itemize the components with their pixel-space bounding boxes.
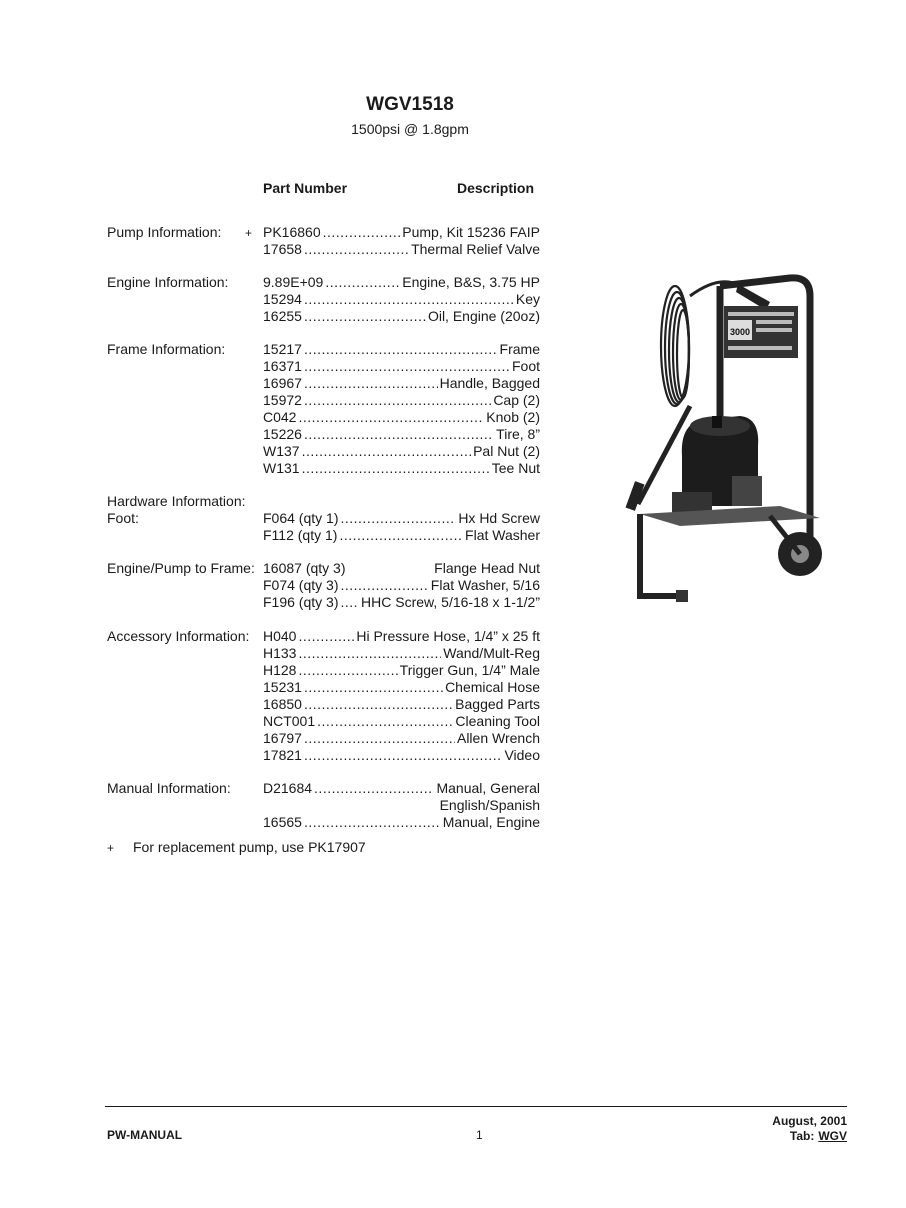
parts-row <box>263 780 540 797</box>
footer-date: August, 2001 <box>772 1114 847 1128</box>
section-label: Hardware Information: <box>107 493 246 509</box>
part-description: HHC Screw, 5/16-18 x 1-1/2” <box>361 594 540 610</box>
dot-leader <box>304 308 426 325</box>
parts-row <box>263 443 540 460</box>
part-number: 15294 <box>263 291 302 307</box>
parts-row <box>263 628 540 645</box>
dot-leader <box>304 358 510 375</box>
part-number: H128 <box>263 662 297 678</box>
dot-leader <box>304 375 438 392</box>
footer-right <box>772 1114 847 1144</box>
page-title: WGV1518 <box>366 94 454 115</box>
parts-row <box>263 358 540 375</box>
part-number: D21684 <box>263 780 313 796</box>
part-description: Key <box>515 291 540 307</box>
parts-row <box>263 679 540 696</box>
parts-row <box>263 696 540 713</box>
parts-row <box>263 409 540 426</box>
dot-leader <box>298 645 441 662</box>
dot-leader <box>340 510 456 527</box>
dot-leader <box>304 426 494 443</box>
section-label: Accessory Information: <box>107 628 250 644</box>
footnote-symbol: + <box>107 841 115 855</box>
parts-row <box>263 713 540 730</box>
part-description: Cleaning Tool <box>455 713 540 729</box>
part-number: 15217 <box>263 341 302 357</box>
dot-leader <box>302 460 490 477</box>
part-description: Flange Head Nut <box>434 560 540 576</box>
parts-row <box>263 730 540 747</box>
footer-manual-name: PW-MANUAL <box>107 1128 183 1142</box>
part-description: Tee Nut <box>491 460 540 476</box>
parts-row <box>263 426 540 443</box>
part-description: Hx Hd Screw <box>458 510 540 526</box>
part-description: Hi Pressure Hose, 1/4” x 25 ft <box>356 628 540 644</box>
page-number: 1 <box>476 1128 483 1142</box>
dot-leader <box>304 392 491 409</box>
dot-leader <box>298 662 397 679</box>
section-sublabel: Foot: <box>107 510 139 526</box>
part-description-continued: English/Spanish <box>439 797 540 813</box>
part-number: H040 <box>263 628 297 644</box>
dot-leader <box>325 274 400 291</box>
dot-leader <box>304 814 441 831</box>
dot-leader <box>304 241 409 258</box>
dot-leader <box>298 628 354 645</box>
parts-row <box>263 224 540 241</box>
part-number: 15231 <box>263 679 302 695</box>
parts-row <box>263 814 540 831</box>
part-description: Manual, Engine <box>442 814 540 830</box>
page-subtitle: 1500psi @ 1.8gpm <box>351 121 469 137</box>
part-description: Bagged Parts <box>455 696 540 712</box>
footnote-marker: + <box>245 226 253 240</box>
part-description: Thermal Relief Valve <box>411 241 540 257</box>
part-number: F074 (qty 3) <box>263 577 339 593</box>
footer-tab <box>772 1129 847 1144</box>
part-number: F064 (qty 1) <box>263 510 339 526</box>
description-header: Description <box>457 180 535 196</box>
part-description: Allen Wrench <box>456 730 540 746</box>
part-number: 9.89E+09 <box>263 274 324 290</box>
part-number: F112 (qty 1) <box>263 527 338 543</box>
part-description: Pal Nut (2) <box>473 443 540 459</box>
part-description: Oil, Engine (20oz) <box>427 308 540 324</box>
part-number: PK16860 <box>263 224 321 240</box>
part-description: Trigger Gun, 1/4” Male <box>399 662 540 678</box>
section-label: Engine Information: <box>107 274 229 290</box>
footnote-text: For replacement pump, use PK17907 <box>133 839 366 855</box>
part-number: 16850 <box>263 696 302 712</box>
parts-row <box>263 375 540 392</box>
parts-row <box>263 341 540 358</box>
dot-leader <box>304 679 443 696</box>
parts-row <box>263 392 540 409</box>
part-description: Chemical Hose <box>445 679 540 695</box>
part-number: 17658 <box>263 241 302 257</box>
part-description: Cap (2) <box>493 392 540 408</box>
parts-row <box>263 577 540 594</box>
part-number: 16565 <box>263 814 302 830</box>
part-description: Flat Washer <box>465 527 540 543</box>
part-number: W137 <box>263 443 300 459</box>
parts-row <box>263 747 540 764</box>
part-description: Flat Washer, 5/16 <box>430 577 540 593</box>
part-description: Engine, B&S, 3.75 HP <box>402 274 540 290</box>
section-label: Frame Information: <box>107 341 226 357</box>
section-label: Manual Information: <box>107 780 231 796</box>
part-number: H133 <box>263 645 297 661</box>
footer-tab-label: Tab: <box>789 1129 815 1143</box>
dot-leader <box>302 443 472 460</box>
section-label: Pump Information: <box>107 224 222 240</box>
dot-leader <box>304 730 455 747</box>
parts-row <box>263 460 540 477</box>
part-number: 16967 <box>263 375 302 391</box>
part-description: Pump, Kit 15236 FAIP <box>402 224 540 240</box>
dot-leader <box>304 747 503 764</box>
part-number: 16087 (qty 3) <box>263 560 346 576</box>
part-number: NCT001 <box>263 713 316 729</box>
dot-leader <box>304 696 453 713</box>
section-label: Engine/Pump to Frame: <box>107 560 255 576</box>
part-number: 16797 <box>263 730 302 746</box>
parts-row <box>263 560 540 577</box>
parts-row <box>263 308 540 325</box>
dot-leader <box>339 527 463 544</box>
parts-row <box>263 527 540 544</box>
part-description: Manual, General <box>436 780 540 796</box>
dot-leader <box>304 291 514 308</box>
pressure-washer-image <box>620 256 840 612</box>
part-description: Knob (2) <box>486 409 540 425</box>
label-pressure-value: 3000 <box>730 327 751 337</box>
footer-tab-value: WGV <box>818 1129 847 1143</box>
part-description: Video <box>504 747 540 763</box>
part-number: C042 <box>263 409 297 425</box>
part-description: Frame <box>499 341 540 357</box>
parts-row <box>263 274 540 291</box>
dot-leader <box>317 713 453 730</box>
part-description: Tire, 8” <box>496 426 540 442</box>
part-number: W131 <box>263 460 300 476</box>
parts-row <box>263 662 540 679</box>
dot-leader <box>323 224 401 241</box>
part-description: Foot <box>511 358 540 374</box>
dot-leader <box>314 780 434 797</box>
dot-leader <box>298 409 484 426</box>
parts-row <box>263 645 540 662</box>
parts-row <box>263 510 540 527</box>
parts-row <box>263 241 540 258</box>
parts-row <box>263 594 540 611</box>
part-number: F196 (qty 3) <box>263 594 339 610</box>
part-number: 16255 <box>263 308 302 324</box>
part-number: 17821 <box>263 747 302 763</box>
part-number: 15972 <box>263 392 302 408</box>
part-description: Handle, Bagged <box>439 375 540 391</box>
parts-row <box>263 291 540 308</box>
footer-divider <box>105 1106 847 1107</box>
part-number: 16371 <box>263 358 302 374</box>
dot-leader <box>340 594 359 611</box>
dot-leader <box>340 577 428 594</box>
dot-leader <box>304 341 498 358</box>
part-number-header: Part Number <box>263 180 348 196</box>
part-number: 15226 <box>263 426 302 442</box>
part-description: Wand/Mult-Reg <box>443 645 540 661</box>
